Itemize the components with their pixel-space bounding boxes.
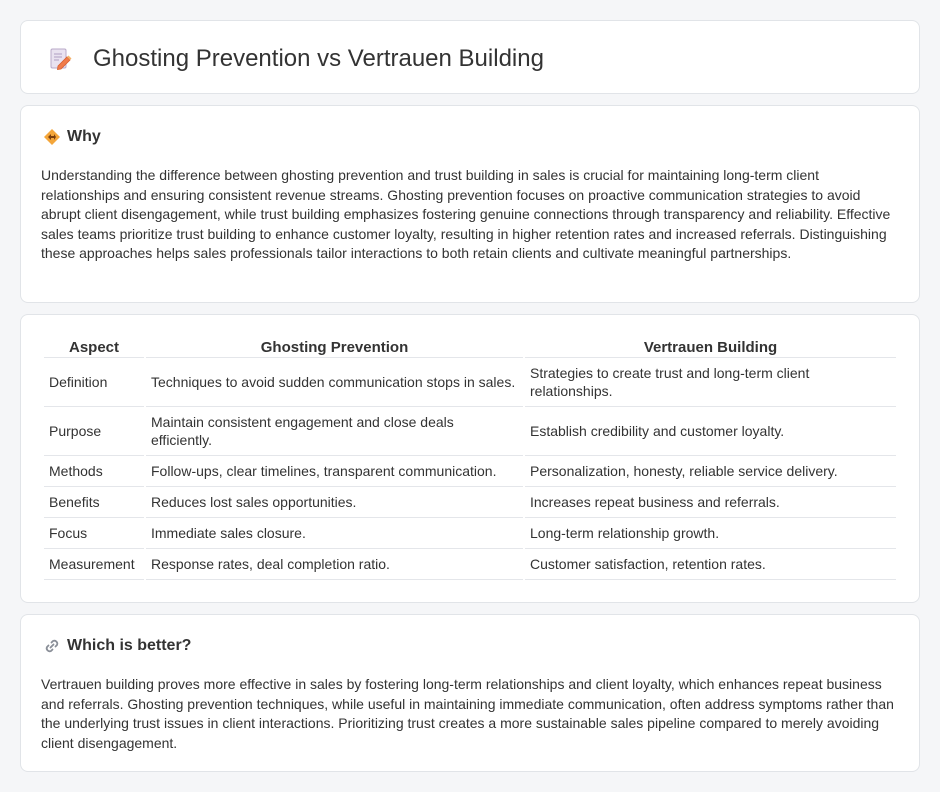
better-heading: [43, 637, 191, 655]
cell-vertrauen-building: Customer satisfaction, retention rates.: [525, 549, 896, 580]
cell-aspect: Measurement: [44, 549, 144, 580]
cell-vertrauen-building: Long-term relationship growth.: [525, 518, 896, 549]
why-heading: [43, 128, 101, 146]
comparison-table: [42, 337, 898, 580]
cell-aspect: Methods: [44, 456, 144, 487]
cell-vertrauen-building: Strategies to create trust and long-term client relationships.: [525, 358, 896, 407]
table-header-row: [44, 337, 896, 358]
table-row: [44, 407, 896, 456]
header-card: [20, 20, 920, 94]
header-ghosting-prevention: Ghosting Prevention: [146, 337, 523, 358]
table-row: [44, 358, 896, 407]
why-body: Understanding the difference between ghosting prevention and trust building in sales is crucial for maintaining long-term client relationships and ensuring consistent revenue streams. Ghosting prevention focuses on proactive communication strategies to avoid abrupt client disengagement, while trust building emphasizes fostering genuine connections through transparency and reliability. Effective sales teams prioritize trust building to enhance customer loyalty, resulting in higher retention rates and increased referrals. Distinguishing these approaches helps sales professionals tailor interactions to both retain clients and cultivate meaningful partnerships.: [41, 167, 891, 261]
cell-aspect: Focus: [44, 518, 144, 549]
why-title: Why: [67, 128, 101, 145]
cell-aspect: Definition: [44, 358, 144, 407]
cell-aspect: Purpose: [44, 407, 144, 456]
better-title: Which is better?: [67, 637, 192, 654]
table-row: [44, 549, 896, 580]
page-title: Ghosting Prevention vs Vertrauen Building: [93, 45, 544, 72]
table-row: [44, 518, 896, 549]
title-row: [47, 45, 544, 73]
header-aspect: Aspect: [44, 337, 144, 358]
cell-ghosting-prevention: Follow-ups, clear timelines, transparent communication.: [146, 456, 523, 487]
cell-ghosting-prevention: Immediate sales closure.: [146, 518, 523, 549]
cell-ghosting-prevention: Maintain consistent engagement and close deals efficiently.: [146, 407, 523, 456]
cell-ghosting-prevention: Response rates, deal completion ratio.: [146, 549, 523, 580]
cell-aspect: Benefits: [44, 487, 144, 518]
cell-vertrauen-building: Personalization, honesty, reliable service delivery.: [525, 456, 896, 487]
better-body: Vertrauen building proves more effective in sales by fostering long-term relationships and client loyalty, which enhances repeat business and referrals. Ghosting prevention techniques, while useful in maintaining immediate communication, often address symptoms rather than the underlying trust issues in client interactions. Prioritizing trust creates a more sustainable sales pipeline compared to merely avoiding client disengagement.: [41, 676, 894, 751]
which-is-better-section: [20, 614, 920, 772]
why-section: [20, 105, 920, 303]
comparison-section: [20, 314, 920, 603]
document-pencil-icon: [47, 46, 73, 72]
header-vertrauen-building: Vertrauen Building: [525, 337, 896, 358]
cell-ghosting-prevention: Techniques to avoid sudden communication stops in sales.: [146, 358, 523, 407]
cell-vertrauen-building: Establish credibility and customer loyalty.: [525, 407, 896, 456]
cell-ghosting-prevention: Reduces lost sales opportunities.: [146, 487, 523, 518]
diamond-arrows-icon: [43, 128, 61, 146]
table-row: [44, 456, 896, 487]
cell-vertrauen-building: Increases repeat business and referrals.: [525, 487, 896, 518]
link-icon: [43, 637, 61, 655]
table-row: [44, 487, 896, 518]
